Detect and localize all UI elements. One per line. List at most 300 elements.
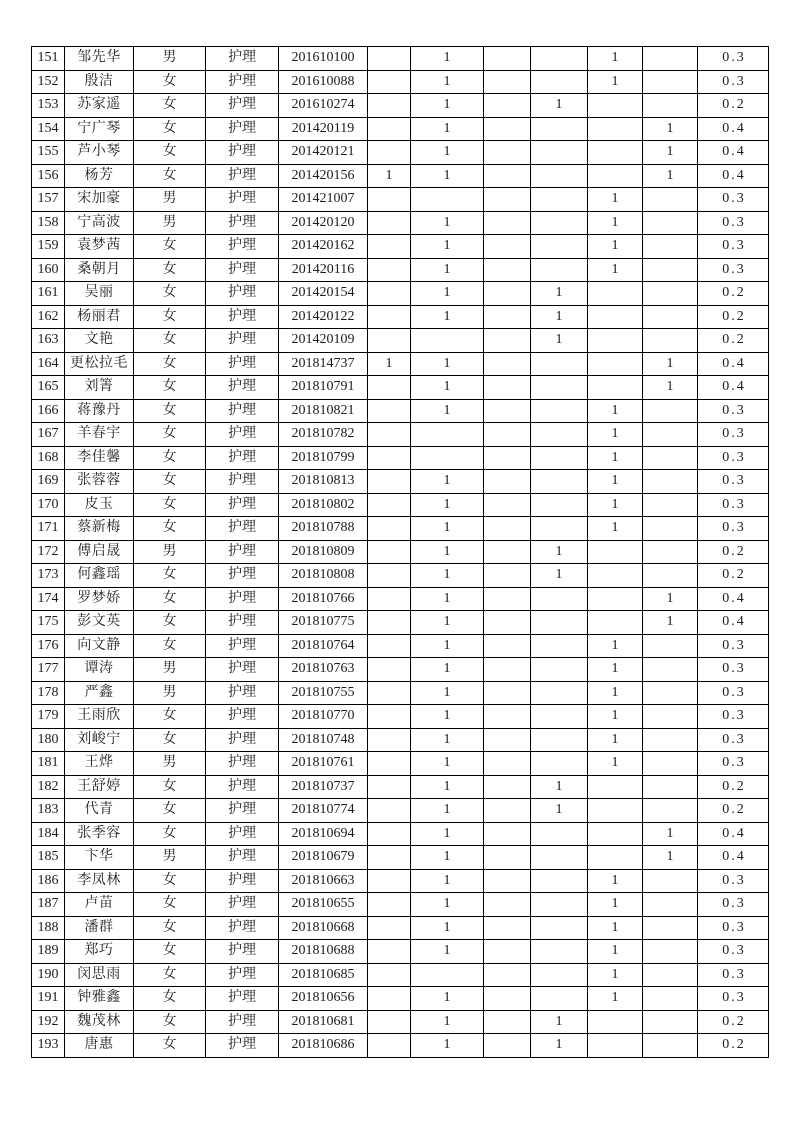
cell-mark4 [531, 987, 588, 1011]
cell-mark3 [484, 611, 531, 635]
cell-student_id: 201810655 [279, 893, 368, 917]
cell-mark3 [484, 1010, 531, 1034]
cell-score: 0.3 [698, 658, 769, 682]
cell-name: 殷洁 [65, 70, 134, 94]
cell-name: 宁广琴 [65, 117, 134, 141]
cell-mark2: 1 [411, 376, 484, 400]
cell-mark5 [588, 282, 643, 306]
cell-no: 185 [32, 846, 65, 870]
cell-major: 护理 [206, 775, 279, 799]
cell-score: 0.2 [698, 305, 769, 329]
cell-mark2: 1 [411, 987, 484, 1011]
cell-major: 护理 [206, 940, 279, 964]
cell-mark6 [643, 893, 698, 917]
cell-no: 187 [32, 893, 65, 917]
table-row [32, 117, 769, 141]
cell-mark3 [484, 211, 531, 235]
cell-gender: 女 [134, 70, 206, 94]
cell-gender: 女 [134, 164, 206, 188]
cell-name: 李佳馨 [65, 446, 134, 470]
cell-mark1 [368, 493, 411, 517]
cell-gender: 女 [134, 963, 206, 987]
table-row [32, 822, 769, 846]
cell-gender: 女 [134, 822, 206, 846]
cell-score: 0.4 [698, 376, 769, 400]
cell-gender: 女 [134, 1034, 206, 1058]
table-row [32, 258, 769, 282]
cell-no: 166 [32, 399, 65, 423]
cell-mark1 [368, 728, 411, 752]
cell-major: 护理 [206, 423, 279, 447]
table-row [32, 94, 769, 118]
cell-mark1 [368, 658, 411, 682]
cell-score: 0.4 [698, 141, 769, 165]
cell-mark6 [643, 517, 698, 541]
cell-major: 护理 [206, 493, 279, 517]
cell-mark4 [531, 893, 588, 917]
cell-name: 罗梦娇 [65, 587, 134, 611]
cell-mark4 [531, 493, 588, 517]
cell-no: 168 [32, 446, 65, 470]
cell-score: 0.3 [698, 869, 769, 893]
cell-mark5 [588, 846, 643, 870]
cell-mark4 [531, 258, 588, 282]
cell-mark2: 1 [411, 775, 484, 799]
cell-no: 151 [32, 47, 65, 71]
cell-mark5 [588, 305, 643, 329]
cell-mark4 [531, 47, 588, 71]
cell-mark1: 1 [368, 352, 411, 376]
cell-mark6 [643, 188, 698, 212]
cell-score: 0.2 [698, 1010, 769, 1034]
cell-major: 护理 [206, 188, 279, 212]
cell-mark4 [531, 141, 588, 165]
cell-no: 182 [32, 775, 65, 799]
cell-mark2 [411, 329, 484, 353]
cell-gender: 女 [134, 705, 206, 729]
cell-score: 0.3 [698, 446, 769, 470]
cell-no: 176 [32, 634, 65, 658]
cell-mark3 [484, 70, 531, 94]
cell-mark2: 1 [411, 940, 484, 964]
table-row [32, 305, 769, 329]
cell-mark6 [643, 681, 698, 705]
cell-no: 152 [32, 70, 65, 94]
cell-mark4 [531, 376, 588, 400]
cell-mark1 [368, 893, 411, 917]
cell-mark4 [531, 117, 588, 141]
cell-mark2 [411, 423, 484, 447]
cell-mark4: 1 [531, 775, 588, 799]
cell-mark2: 1 [411, 70, 484, 94]
cell-mark4 [531, 235, 588, 259]
cell-gender: 男 [134, 540, 206, 564]
cell-mark5: 1 [588, 47, 643, 71]
cell-mark5: 1 [588, 963, 643, 987]
cell-mark3 [484, 493, 531, 517]
cell-mark2: 1 [411, 1034, 484, 1058]
cell-mark6 [643, 70, 698, 94]
cell-score: 0.2 [698, 94, 769, 118]
cell-mark5 [588, 94, 643, 118]
cell-name: 宁高波 [65, 211, 134, 235]
table-row [32, 211, 769, 235]
cell-mark3 [484, 799, 531, 823]
cell-name: 严鑫 [65, 681, 134, 705]
cell-student_id: 201610088 [279, 70, 368, 94]
cell-mark6 [643, 282, 698, 306]
cell-mark4 [531, 164, 588, 188]
cell-score: 0.3 [698, 634, 769, 658]
cell-name: 代青 [65, 799, 134, 823]
cell-mark2: 1 [411, 282, 484, 306]
cell-gender: 女 [134, 517, 206, 541]
cell-mark4: 1 [531, 540, 588, 564]
cell-mark5: 1 [588, 681, 643, 705]
cell-mark1 [368, 1034, 411, 1058]
cell-student_id: 201810821 [279, 399, 368, 423]
cell-score: 0.3 [698, 916, 769, 940]
cell-mark6: 1 [643, 352, 698, 376]
table-row [32, 869, 769, 893]
cell-name: 钟雅鑫 [65, 987, 134, 1011]
cell-student_id: 201810799 [279, 446, 368, 470]
cell-name: 芦小琴 [65, 141, 134, 165]
cell-mark5: 1 [588, 869, 643, 893]
table-row [32, 681, 769, 705]
cell-score: 0.3 [698, 423, 769, 447]
cell-no: 173 [32, 564, 65, 588]
cell-mark1 [368, 117, 411, 141]
cell-major: 护理 [206, 611, 279, 635]
cell-no: 188 [32, 916, 65, 940]
cell-mark2: 1 [411, 164, 484, 188]
cell-score: 0.3 [698, 70, 769, 94]
cell-no: 154 [32, 117, 65, 141]
cell-student_id: 201420162 [279, 235, 368, 259]
cell-mark4 [531, 634, 588, 658]
cell-mark3 [484, 752, 531, 776]
cell-score: 0.4 [698, 611, 769, 635]
cell-mark5 [588, 376, 643, 400]
cell-mark5: 1 [588, 705, 643, 729]
cell-name: 潘群 [65, 916, 134, 940]
cell-gender: 女 [134, 728, 206, 752]
cell-major: 护理 [206, 987, 279, 1011]
cell-no: 171 [32, 517, 65, 541]
cell-mark4 [531, 352, 588, 376]
cell-mark4 [531, 446, 588, 470]
cell-gender: 女 [134, 564, 206, 588]
cell-mark5: 1 [588, 399, 643, 423]
cell-mark1 [368, 70, 411, 94]
cell-major: 护理 [206, 94, 279, 118]
cell-mark6 [643, 940, 698, 964]
cell-mark3 [484, 869, 531, 893]
cell-score: 0.3 [698, 470, 769, 494]
cell-major: 护理 [206, 376, 279, 400]
cell-name: 桑朝月 [65, 258, 134, 282]
cell-score: 0.3 [698, 987, 769, 1011]
cell-mark3 [484, 376, 531, 400]
cell-student_id: 201420121 [279, 141, 368, 165]
cell-mark1 [368, 940, 411, 964]
cell-score: 0.3 [698, 728, 769, 752]
cell-major: 护理 [206, 1010, 279, 1034]
cell-mark6 [643, 869, 698, 893]
cell-mark2: 1 [411, 352, 484, 376]
cell-major: 护理 [206, 211, 279, 235]
cell-score: 0.3 [698, 235, 769, 259]
cell-mark1 [368, 446, 411, 470]
cell-mark5 [588, 1034, 643, 1058]
cell-student_id: 201810791 [279, 376, 368, 400]
cell-student_id: 201420122 [279, 305, 368, 329]
cell-mark6 [643, 987, 698, 1011]
table-row [32, 235, 769, 259]
cell-mark1 [368, 963, 411, 987]
cell-mark5: 1 [588, 211, 643, 235]
cell-mark1 [368, 775, 411, 799]
cell-mark1 [368, 705, 411, 729]
cell-mark6: 1 [643, 611, 698, 635]
cell-mark4: 1 [531, 1010, 588, 1034]
cell-gender: 男 [134, 47, 206, 71]
cell-student_id: 201810775 [279, 611, 368, 635]
cell-gender: 女 [134, 940, 206, 964]
cell-mark3 [484, 658, 531, 682]
cell-mark6 [643, 470, 698, 494]
table-row [32, 517, 769, 541]
cell-major: 护理 [206, 681, 279, 705]
cell-name: 闵思雨 [65, 963, 134, 987]
cell-gender: 女 [134, 775, 206, 799]
cell-major: 护理 [206, 587, 279, 611]
cell-student_id: 201810748 [279, 728, 368, 752]
cell-score: 0.3 [698, 752, 769, 776]
table-row [32, 587, 769, 611]
cell-mark2: 1 [411, 893, 484, 917]
cell-mark4 [531, 822, 588, 846]
cell-major: 护理 [206, 282, 279, 306]
cell-mark6 [643, 658, 698, 682]
cell-mark3 [484, 822, 531, 846]
cell-no: 169 [32, 470, 65, 494]
cell-mark3 [484, 705, 531, 729]
cell-mark2: 1 [411, 869, 484, 893]
cell-major: 护理 [206, 399, 279, 423]
cell-no: 180 [32, 728, 65, 752]
cell-mark2: 1 [411, 1010, 484, 1034]
cell-name: 苏家遥 [65, 94, 134, 118]
cell-mark6 [643, 305, 698, 329]
cell-name: 刘箐 [65, 376, 134, 400]
cell-mark5: 1 [588, 728, 643, 752]
table-row [32, 70, 769, 94]
cell-score: 0.3 [698, 188, 769, 212]
cell-mark2: 1 [411, 235, 484, 259]
cell-mark6 [643, 916, 698, 940]
table-row [32, 329, 769, 353]
cell-mark2: 1 [411, 540, 484, 564]
cell-no: 153 [32, 94, 65, 118]
cell-mark5: 1 [588, 893, 643, 917]
cell-mark2: 1 [411, 258, 484, 282]
cell-student_id: 201420154 [279, 282, 368, 306]
cell-mark6 [643, 423, 698, 447]
cell-no: 162 [32, 305, 65, 329]
cell-no: 155 [32, 141, 65, 165]
cell-mark1 [368, 258, 411, 282]
table-row [32, 611, 769, 635]
cell-major: 护理 [206, 1034, 279, 1058]
cell-name: 王烨 [65, 752, 134, 776]
cell-no: 181 [32, 752, 65, 776]
cell-mark6 [643, 564, 698, 588]
cell-major: 护理 [206, 164, 279, 188]
cell-mark4: 1 [531, 564, 588, 588]
cell-mark3 [484, 141, 531, 165]
cell-no: 161 [32, 282, 65, 306]
cell-mark5: 1 [588, 987, 643, 1011]
cell-score: 0.4 [698, 822, 769, 846]
cell-mark5: 1 [588, 423, 643, 447]
cell-mark4: 1 [531, 799, 588, 823]
cell-no: 190 [32, 963, 65, 987]
cell-gender: 女 [134, 987, 206, 1011]
cell-name: 卞华 [65, 846, 134, 870]
student-roster-body [32, 47, 769, 1058]
cell-mark6 [643, 1010, 698, 1034]
cell-mark2: 1 [411, 822, 484, 846]
cell-student_id: 201810782 [279, 423, 368, 447]
table-row [32, 282, 769, 306]
cell-mark6: 1 [643, 376, 698, 400]
cell-score: 0.3 [698, 681, 769, 705]
cell-no: 160 [32, 258, 65, 282]
cell-score: 0.2 [698, 329, 769, 353]
cell-student_id: 201814737 [279, 352, 368, 376]
cell-mark1 [368, 987, 411, 1011]
cell-mark6 [643, 211, 698, 235]
table-row [32, 47, 769, 71]
cell-mark5: 1 [588, 493, 643, 517]
cell-mark2: 1 [411, 517, 484, 541]
cell-student_id: 201810663 [279, 869, 368, 893]
cell-score: 0.2 [698, 540, 769, 564]
cell-mark2: 1 [411, 587, 484, 611]
student-roster-table [31, 46, 769, 1058]
table-row [32, 540, 769, 564]
cell-mark2: 1 [411, 94, 484, 118]
table-row [32, 799, 769, 823]
cell-gender: 男 [134, 211, 206, 235]
cell-gender: 女 [134, 282, 206, 306]
cell-student_id: 201810809 [279, 540, 368, 564]
cell-gender: 男 [134, 846, 206, 870]
cell-mark6 [643, 634, 698, 658]
cell-score: 0.4 [698, 352, 769, 376]
cell-gender: 女 [134, 117, 206, 141]
cell-major: 护理 [206, 540, 279, 564]
cell-mark4 [531, 517, 588, 541]
cell-mark4 [531, 587, 588, 611]
cell-mark6 [643, 493, 698, 517]
cell-name: 吴丽 [65, 282, 134, 306]
cell-student_id: 201810770 [279, 705, 368, 729]
cell-gender: 女 [134, 141, 206, 165]
cell-student_id: 201810686 [279, 1034, 368, 1058]
table-row [32, 987, 769, 1011]
cell-mark1 [368, 752, 411, 776]
cell-mark4: 1 [531, 282, 588, 306]
cell-mark1 [368, 305, 411, 329]
cell-name: 李凤林 [65, 869, 134, 893]
cell-gender: 女 [134, 329, 206, 353]
cell-mark3 [484, 423, 531, 447]
cell-no: 159 [32, 235, 65, 259]
cell-no: 179 [32, 705, 65, 729]
table-row [32, 423, 769, 447]
cell-name: 刘峻宁 [65, 728, 134, 752]
table-row [32, 1010, 769, 1034]
cell-gender: 女 [134, 916, 206, 940]
cell-score: 0.3 [698, 258, 769, 282]
cell-mark3 [484, 470, 531, 494]
cell-gender: 女 [134, 470, 206, 494]
cell-no: 177 [32, 658, 65, 682]
cell-mark6 [643, 258, 698, 282]
cell-mark1 [368, 869, 411, 893]
cell-mark5: 1 [588, 658, 643, 682]
cell-mark5 [588, 799, 643, 823]
cell-student_id: 201810763 [279, 658, 368, 682]
cell-no: 174 [32, 587, 65, 611]
cell-mark3 [484, 564, 531, 588]
cell-mark5 [588, 775, 643, 799]
cell-mark1 [368, 799, 411, 823]
cell-name: 何鑫瑶 [65, 564, 134, 588]
cell-mark4: 1 [531, 305, 588, 329]
cell-mark2: 1 [411, 117, 484, 141]
cell-mark1 [368, 94, 411, 118]
cell-mark5: 1 [588, 188, 643, 212]
cell-mark2: 1 [411, 634, 484, 658]
cell-name: 张蓉蓉 [65, 470, 134, 494]
cell-major: 护理 [206, 822, 279, 846]
cell-mark6 [643, 47, 698, 71]
cell-major: 护理 [206, 329, 279, 353]
table-row [32, 963, 769, 987]
cell-major: 护理 [206, 752, 279, 776]
cell-mark4 [531, 681, 588, 705]
cell-mark3 [484, 728, 531, 752]
cell-student_id: 201610100 [279, 47, 368, 71]
cell-major: 护理 [206, 869, 279, 893]
cell-mark1 [368, 517, 411, 541]
cell-score: 0.4 [698, 587, 769, 611]
table-row [32, 470, 769, 494]
cell-no: 172 [32, 540, 65, 564]
cell-major: 护理 [206, 658, 279, 682]
cell-score: 0.3 [698, 893, 769, 917]
cell-mark6 [643, 775, 698, 799]
cell-mark1 [368, 611, 411, 635]
cell-name: 卢苗 [65, 893, 134, 917]
cell-no: 170 [32, 493, 65, 517]
cell-mark6: 1 [643, 164, 698, 188]
cell-mark4 [531, 869, 588, 893]
